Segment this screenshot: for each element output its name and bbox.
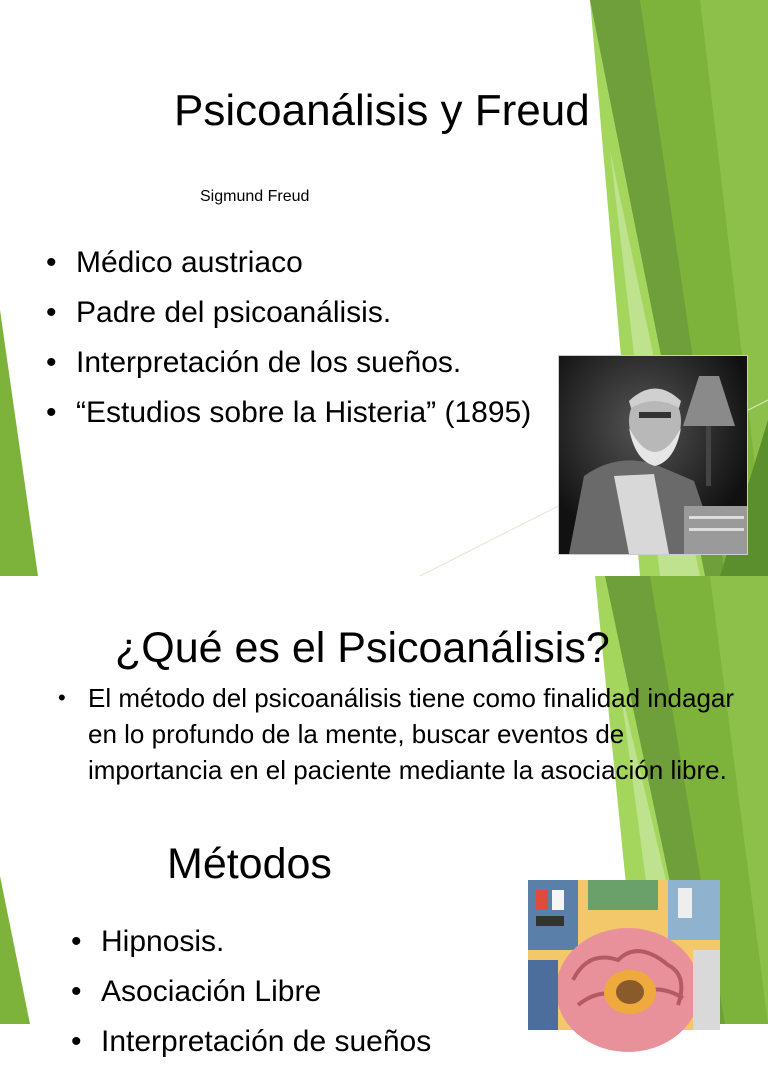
list-item: • Médico austriaco xyxy=(76,238,531,288)
list-item: • Asociación Libre xyxy=(101,967,431,1017)
bullet-list xyxy=(76,238,531,438)
list-item: • Padre del psicoanálisis. xyxy=(76,288,531,338)
methods-list xyxy=(101,917,431,1067)
list-item: • “Estudios sobre la Histeria” (1895) xyxy=(76,388,531,438)
freud-portrait-photo xyxy=(558,355,748,555)
definition-paragraph: • El método del psicoanálisis tiene como finalidad indagar en lo profundo de la mente, buscar eventos de importancia en el paciente mediante la asociación libre. xyxy=(88,680,738,788)
slide-title: ¿Qué es el Psicoanálisis? xyxy=(115,624,610,672)
brain-collage-illustration xyxy=(528,880,720,1030)
methods-heading: Métodos xyxy=(167,840,332,888)
slide-2 xyxy=(0,576,768,1058)
list-item: • Interpretación de los sueños. xyxy=(76,338,531,388)
list-item: • Hipnosis. xyxy=(101,917,431,967)
slide-subtitle: Sigmund Freud xyxy=(200,188,310,205)
slide-title: Psicoanálisis y Freud xyxy=(174,86,590,135)
list-item: • Interpretación de sueños xyxy=(101,1017,431,1067)
